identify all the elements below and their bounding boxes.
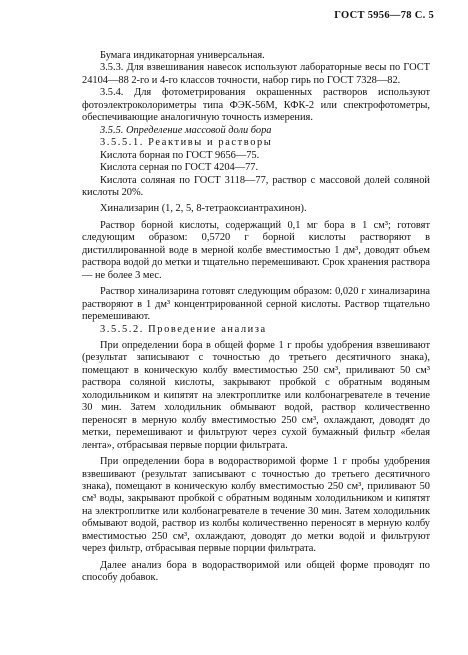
paragraph-addition-method: Далее анализ бора в водорастворимой или общей форме проводят по способу добавок.: [82, 559, 430, 584]
paragraph-3-5-4: 3.5.4. Для фотометрирования окрашенных растворов используют фотоэлектроколориметры типа ФЭК-56М, КФК-2 или спектрофотометры, обеспечивающие аналогичную точность измерения.: [82, 87, 430, 124]
paragraph-quinalizarin-solution: Раствор хинализарина готовят следующим образом: 0,020 г хинализарина растворяют в 1 дм³ концентрированной серной кислоты. Раствор тщательно перемешивают.: [82, 286, 430, 323]
document-body: [82, 50, 430, 585]
paragraph-water-soluble-form: При определении бора в водорастворимой форме 1 г пробы удобрения взвешивают (результат записывают с точностью до третьего десятичного знака), помещают в коническую колбу вместимостью 250 см³, приливают 50 см³ воды, закрывают пробкой с обратным водяным холодильником и кипятят на электроплитке или колбонагревателе в течение 30 мин. Затем холодильник обмывают водой, раствор из колбы количественно переносят в мерную колбу вместимостью 250 см³, охлаждают, доводят до метки водой и фильтруют через фильтр, отбрасывая первые порции фильтрата.: [82, 456, 430, 555]
paragraph-indicator-paper: Бумага индикаторная универсальная.: [100, 50, 265, 61]
paragraph-boric-solution: Раствор борной кислоты, содержащий 0,1 мг бора в 1 см³; готовят следующим образом: 0,5720 г борной кислоты растворяют в дистиллированной воде в мерной колбе вместимостью 1 дм³, доводят объем раствора водой до метки и тщательно перемешивают. Срок хранения раствора — не более 3 мес.: [82, 219, 430, 281]
page-header: ГОСТ 5956—78 С. 5: [334, 10, 434, 21]
paragraph-total-form: При определении бора в общей форме 1 г пробы удобрения взвешивают (результат записывают с точностью до третьего десятичного знака), помещают в коническую колбу вместимостью 250 см³, приливают 50 см³ раствора соляной кислоты, закрывают пробкой с обратным водяным холодильником и кипятят на электроплитке или колбонагревателе в течение 30 мин. Затем холодильник обмывают водой, раствор количественно переносят в мерную колбу вместимостью 250 см³, охлаждают, доводят до метки, перемешивают и фильтруют через сухой бумажный фильтр «белая лента», отбрасывая первые порции фильтрата.: [82, 339, 430, 451]
section-heading-3-5-5: 3.5.5. Определение массовой доли бора: [100, 124, 272, 136]
reagent-hydrochloric-acid: Кислота соляная по ГОСТ 3118—77, раствор с массовой долей соляной кислоты 20%.: [82, 174, 430, 198]
section-heading-3-5-5-1: 3.5.5.1. Реактивы и растворы: [100, 137, 273, 149]
paragraph-3-5-3: 3.5.3. Для взвешивания навесок используют лабораторные весы по ГОСТ 24104—88 2-го и 4-го классов точности, набор гирь по ГОСТ 7328—82.: [82, 62, 430, 86]
reagent-quinalizarin: Хинализарин (1, 2, 5, 8-тетраоксиантрахинон).: [100, 203, 307, 215]
reagent-sulfuric-acid: Кислота серная по ГОСТ 4204—77.: [100, 162, 259, 174]
reagent-boric-acid: Кислота борная по ГОСТ 9656—75.: [100, 149, 260, 161]
section-heading-3-5-5-2: 3.5.5.2. Проведение анализа: [100, 323, 267, 335]
